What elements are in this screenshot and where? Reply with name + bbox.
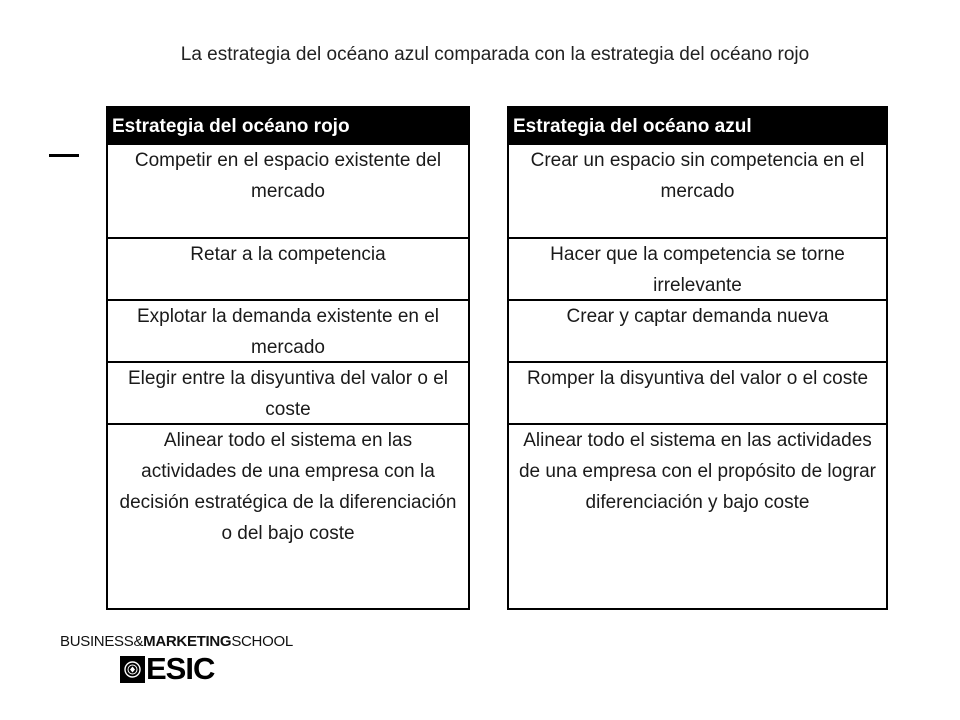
page-title: La estrategia del océano azul comparada con la estrategia del océano rojo xyxy=(180,44,810,65)
red-ocean-row: Alinear todo el sistema en las actividades de una empresa con la decisión estratégica de la diferenciación o del bajo coste xyxy=(108,423,468,608)
red-ocean-table xyxy=(106,106,470,610)
tagline-bold: MARKETING xyxy=(143,633,232,650)
red-ocean-row: Elegir entre la disyuntiva del valor o el coste xyxy=(108,361,468,423)
school-tagline xyxy=(60,633,293,650)
tagline-prefix: BUSINESS& xyxy=(60,633,144,650)
decorative-dash xyxy=(49,154,79,157)
blue-ocean-row: Crear y captar demanda nueva xyxy=(509,299,886,361)
red-ocean-row: Competir en el espacio existente del mercado xyxy=(108,143,468,237)
tagline-suffix: SCHOOL xyxy=(231,633,293,650)
red-ocean-row: Retar a la competencia xyxy=(108,237,468,299)
blue-ocean-row: Hacer que la competencia se torne irrelevante xyxy=(509,237,886,299)
logo-wordmark: ESIC xyxy=(146,651,215,686)
red-ocean-header: Estrategia del océano rojo xyxy=(108,108,468,143)
red-ocean-row: Explotar la demanda existente en el mercado xyxy=(108,299,468,361)
blue-ocean-table xyxy=(507,106,888,610)
esic-emblem-icon xyxy=(120,656,145,683)
blue-ocean-header: Estrategia del océano azul xyxy=(509,108,886,143)
blue-ocean-row: Alinear todo el sistema en las actividades de una empresa con el propósito de lograr diferenciación y bajo coste xyxy=(509,423,886,608)
blue-ocean-row: Romper la disyuntiva del valor o el coste xyxy=(509,361,886,423)
blue-ocean-row: Crear un espacio sin competencia en el mercado xyxy=(509,143,886,237)
esic-logo xyxy=(120,651,215,686)
